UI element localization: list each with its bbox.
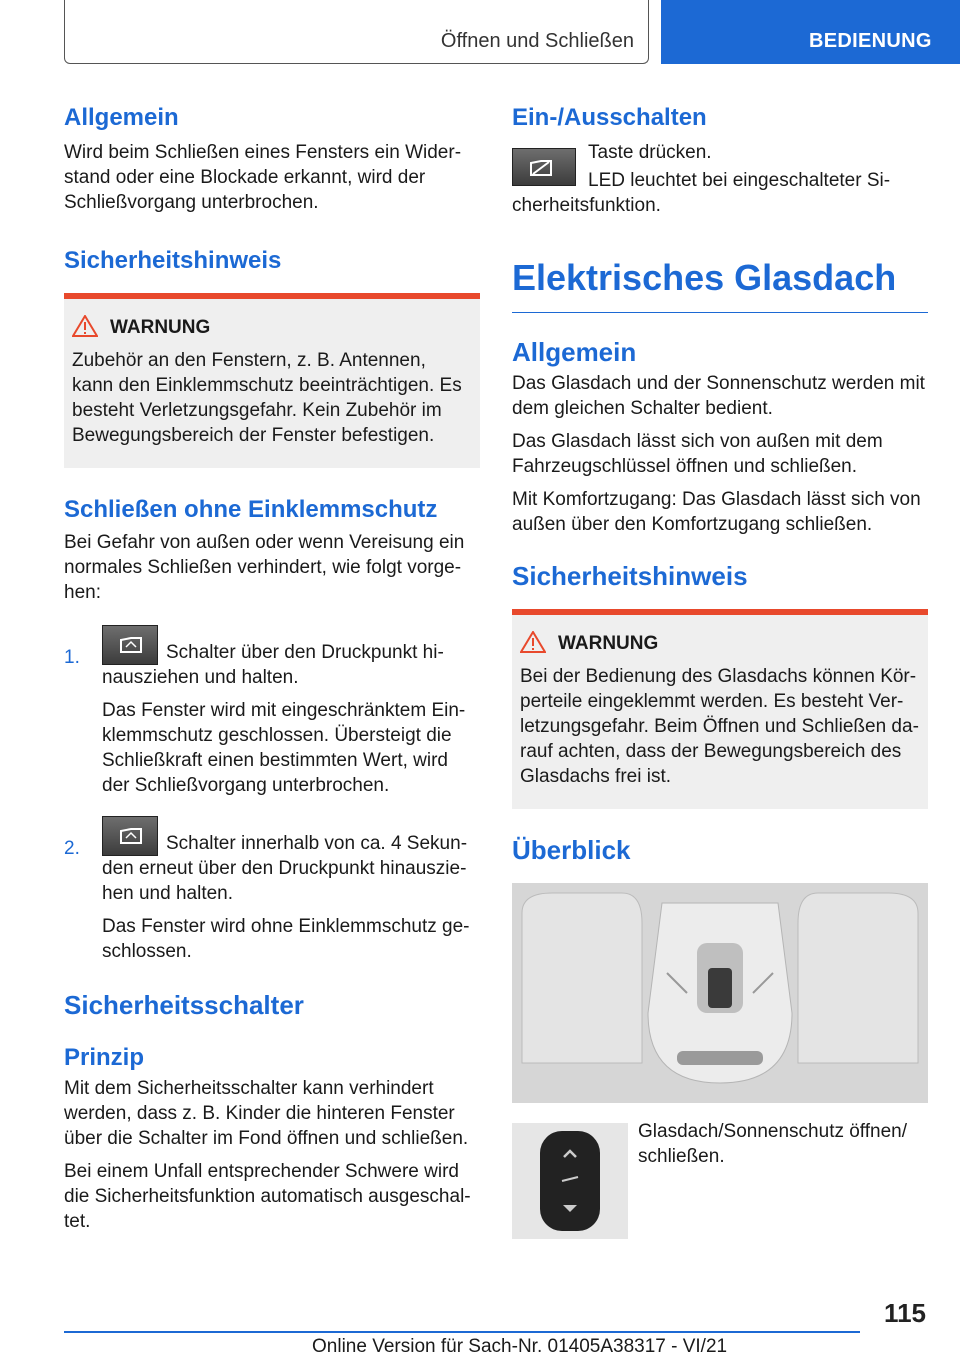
paragraph-glasdach-3: Mit Komfortzugang: Das Glasdach lässt sich von außen über den Komfortzugang schließen. xyxy=(512,489,921,535)
header-chapter-tab xyxy=(661,0,960,64)
paragraph-glasdach-1: Das Glasdach und der Sonnenschutz werden mit dem gleichen Schalter bedient. xyxy=(512,373,925,419)
warning-text: Bei der Bedienung des Glasdachs können Körperteile eingeklemmt werden. Es besteht Verletzungsgefahr. Beim Öffnen und Schließen darauf achten, dass der Bewegungsbereich des Glasdachs frei ist. xyxy=(520,666,919,787)
paragraph-led: LED leuchtet bei eingeschalteter Sicherheitsfunktion. xyxy=(512,170,891,216)
paragraph-prinzip-2: Bei einem Unfall entsprechender Schwere wird die Sicherheitsfunktion automatisch ausgeschaltet. xyxy=(64,1161,471,1232)
safety-switch-block xyxy=(512,140,928,228)
heading-schliessen-ohne-einklemmschutz: Schließen ohne Einklemmschutz xyxy=(64,496,438,523)
window-switch-image xyxy=(102,625,158,665)
window-switch-image xyxy=(102,816,158,856)
paragraph-schliessen: Bei Gefahr von außen oder wenn Vereisung ein normales Schließen verhindert, wie folgt vorgehen: xyxy=(64,532,465,603)
footer-rule xyxy=(64,1331,860,1333)
left-column xyxy=(64,100,480,1234)
paragraph-taste: Taste drücken. xyxy=(588,142,712,163)
step-subtext: Das Fenster wird ohne Einklemmschutz geschlossen. xyxy=(102,916,470,962)
warning-triangle-icon xyxy=(72,315,98,337)
step-text: Schalter innerhalb von ca. 4 Sekunden erneut über den Druckpunkt hinausziehen und halten. xyxy=(102,833,468,904)
heading-elektrisches-glasdach: Elektrisches Glasdach xyxy=(512,256,928,313)
window-switch-icon xyxy=(117,825,145,847)
warning-title: WARNUNG xyxy=(110,317,211,338)
step-text: Schalter über den Druckpunkt hinausziehen und halten. xyxy=(102,642,444,688)
roof-switch-photo xyxy=(512,1123,628,1239)
paragraph-allgemein: Wird beim Schließen eines Fensters ein Widerstand oder eine Blockade erkannt, wird der Schließvorgang unterbrochen. xyxy=(64,142,462,213)
heading-sicherheitsschalter: Sicherheitsschalter xyxy=(64,990,304,1020)
heading-sicherheitshinweis: Sicherheitshinweis xyxy=(64,247,282,274)
roof-console-illustration xyxy=(512,883,928,1103)
paragraph-prinzip-1: Mit dem Sicherheitsschalter kann verhindert werden, dass z. B. Kinder die hinteren Fenster über die Schalter im Fond öffnen und schließen. xyxy=(64,1078,469,1149)
page-number: 115 xyxy=(884,1298,926,1328)
heading-ein-ausschalten: Ein-/Ausschalten xyxy=(512,104,707,131)
warning-box-glasdach xyxy=(512,609,928,809)
window-switch-icon xyxy=(117,634,145,656)
header-chapter-title: BEDIENUNG xyxy=(809,30,932,52)
paragraph-glasdach-2: Das Glasdach lässt sich von außen mit dem Fahrzeugschlüssel öffnen und schließen. xyxy=(512,431,883,477)
warning-title-row xyxy=(72,315,472,340)
step-number: 1. xyxy=(64,647,80,668)
warning-title-row xyxy=(520,631,920,656)
roof-switch-illustration xyxy=(512,1123,628,1239)
roof-console-photo xyxy=(512,883,928,1103)
step-1 xyxy=(64,625,480,798)
header-section-title: Öffnen und Schließen xyxy=(440,30,634,52)
step-2 xyxy=(64,816,480,964)
step-subtext: Das Fenster wird mit eingeschränktem Einklemmschutz geschlossen. Übersteigt die Schließkraft einen bestimmten Wert, wird der Schließvorgang unterbrochen. xyxy=(102,700,466,796)
warning-title: WARNUNG xyxy=(558,633,659,654)
step-number: 2. xyxy=(64,838,80,859)
heading-sicherheitshinweis-glasdach: Sicherheitshinweis xyxy=(512,561,748,591)
warning-triangle-icon xyxy=(520,631,546,653)
heading-allgemein: Allgemein xyxy=(64,104,179,131)
heading-allgemein-glasdach: Allgemein xyxy=(512,337,637,367)
warning-text: Zubehör an den Fenstern, z. B. Antennen, kann den Einklemmschutz beeinträchtigen. Es besteht Verletzungsgefahr. Kein Zubehör im Bewegungsbereich der Fenster befestigen. xyxy=(72,350,462,446)
overview-caption: Glasdach/Sonnenschutz öffnen/ schließen. xyxy=(638,1121,908,1167)
footer-online-version: Online Version für Sach-Nr. 01405A38317 - VI/21 xyxy=(312,1336,728,1357)
overview-caption-row xyxy=(512,1123,928,1263)
warning-box xyxy=(64,293,480,468)
header-section-tab xyxy=(64,0,649,64)
heading-prinzip: Prinzip xyxy=(64,1044,145,1071)
heading-ueberblick: Überblick xyxy=(512,835,631,865)
right-column xyxy=(512,100,928,1263)
